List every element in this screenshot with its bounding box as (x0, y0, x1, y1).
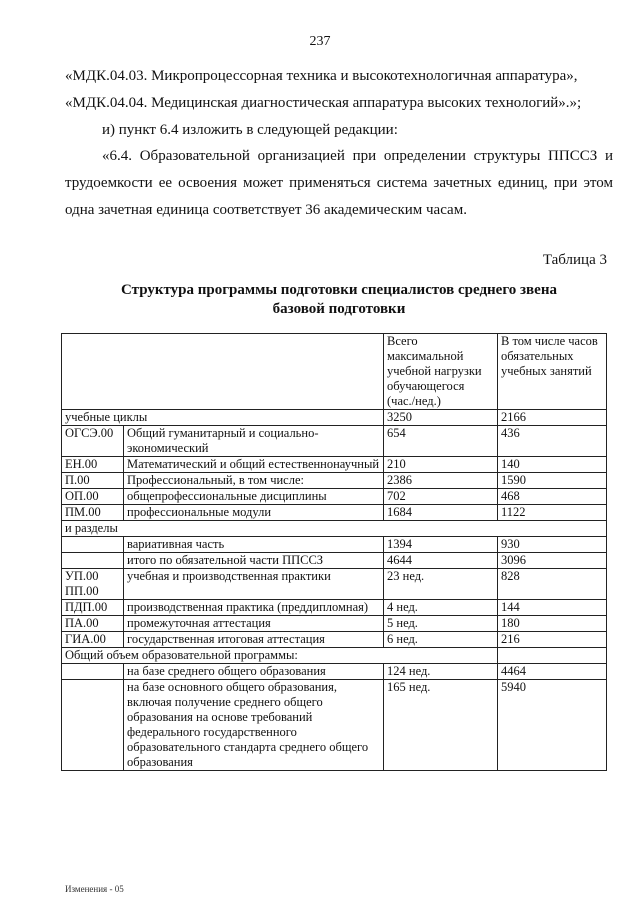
mdk-line-1: «МДК.04.03. Микропроцессорная техника и высокотехнологичная аппаратура», (65, 68, 578, 84)
row-code: ПМ.00 (62, 505, 124, 521)
row-mandatory: 468 (498, 489, 607, 505)
paragraph-amendment: и) пункт 6.4 изложить в следующей редакции: (102, 122, 398, 138)
table-row (62, 521, 607, 537)
row-name: Общий гуманитарный и социально-экономический (124, 426, 384, 457)
row-total: 1394 (384, 537, 498, 553)
row-label: учебные циклы (62, 410, 384, 426)
table-row (62, 505, 607, 521)
paragraph-6-4: «6.4. Образовательной организацией при определении структуры ППССЗ и трудоемкости ее освоения может применяться система зачетных единиц, при этом одна зачетная единица соответствует 36 академическим часам. (65, 148, 613, 218)
row-total: 165 нед. (384, 680, 498, 771)
row-code: ЕН.00 (62, 457, 124, 473)
table-row (62, 569, 607, 600)
row-total: 1684 (384, 505, 498, 521)
row-code: ПДП.00 (62, 600, 124, 616)
row-mandatory: 144 (498, 600, 607, 616)
row-mandatory: 5940 (498, 680, 607, 771)
paragraph-mdk-list (65, 63, 613, 117)
row-total: 3250 (384, 410, 498, 426)
table-row (62, 457, 607, 473)
row-code (62, 664, 124, 680)
table-row (62, 410, 607, 426)
row-mandatory: 216 (498, 632, 607, 648)
row-total: 5 нед. (384, 616, 498, 632)
row-code: УП.00 ПП.00 (62, 569, 124, 600)
row-name: на базе основного общего образования, включая получение среднего общего образования на основе требований федерального государственного образовательного стандарта среднего общего образования (124, 680, 384, 771)
row-total: 4644 (384, 553, 498, 569)
table-row (62, 632, 607, 648)
row-mandatory: 2166 (498, 410, 607, 426)
header-blank-cell (62, 334, 384, 410)
row-total: 2386 (384, 473, 498, 489)
page-number: 237 (309, 34, 331, 49)
row-total: 702 (384, 489, 498, 505)
row-name: Профессиональный, в том числе: (124, 473, 384, 489)
row-mandatory: 930 (498, 537, 607, 553)
row-mandatory: 1122 (498, 505, 607, 521)
row-label: и разделы (62, 521, 607, 537)
row-code: ГИА.00 (62, 632, 124, 648)
table-row (62, 600, 607, 616)
table-row (62, 680, 607, 771)
row-name: вариативная часть (124, 537, 384, 553)
row-mandatory: 4464 (498, 664, 607, 680)
row-total: 654 (384, 426, 498, 457)
row-name: Математический и общий естественнонаучный (124, 457, 384, 473)
table-header-row (62, 334, 607, 410)
row-total: 124 нед. (384, 664, 498, 680)
row-name: государственная итоговая аттестация (124, 632, 384, 648)
row-mandatory: 828 (498, 569, 607, 600)
row-name: на базе среднего общего образования (124, 664, 384, 680)
row-code: ПА.00 (62, 616, 124, 632)
table-title (65, 281, 613, 319)
row-code: П.00 (62, 473, 124, 489)
row-mandatory (498, 648, 607, 664)
row-mandatory: 3096 (498, 553, 607, 569)
row-label: Общий объем образовательной программы: (62, 648, 498, 664)
table-row (62, 473, 607, 489)
row-name: профессиональные модули (124, 505, 384, 521)
table-title-line-2: базовой подготовки (272, 301, 406, 317)
row-name: итого по обязательной части ППССЗ (124, 553, 384, 569)
row-total: 6 нед. (384, 632, 498, 648)
structure-table (61, 333, 607, 771)
row-code (62, 680, 124, 771)
table-row (62, 664, 607, 680)
row-total: 23 нед. (384, 569, 498, 600)
table-label: Таблица 3 (542, 252, 607, 268)
table-row (62, 553, 607, 569)
row-mandatory: 140 (498, 457, 607, 473)
table-row (62, 648, 607, 664)
row-name: общепрофессиональные дисциплины (124, 489, 384, 505)
mdk-line-2: «МДК.04.04. Медицинская диагностическая аппаратура высоких технологий».»; (65, 95, 582, 111)
table-row (62, 426, 607, 457)
row-name: производственная практика (преддипломная) (124, 600, 384, 616)
table-row (62, 616, 607, 632)
row-mandatory: 180 (498, 616, 607, 632)
row-code (62, 553, 124, 569)
row-mandatory: 1590 (498, 473, 607, 489)
row-name: учебная и производственная практики (124, 569, 384, 600)
header-mandatory-cell: В том числе часов обязательных учебных занятий (498, 334, 607, 410)
table-row (62, 489, 607, 505)
header-total-cell: Всего максимальной учебной нагрузки обучающегося (час./нед.) (384, 334, 498, 410)
footer-note: Изменения - 05 (65, 884, 124, 894)
table-title-line-1: Структура программы подготовки специалистов среднего звена (121, 282, 557, 298)
row-mandatory: 436 (498, 426, 607, 457)
row-name: промежуточная аттестация (124, 616, 384, 632)
row-code (62, 537, 124, 553)
row-total: 210 (384, 457, 498, 473)
row-total: 4 нед. (384, 600, 498, 616)
row-code: ОГСЭ.00 (62, 426, 124, 457)
table-row (62, 537, 607, 553)
row-code: ОП.00 (62, 489, 124, 505)
